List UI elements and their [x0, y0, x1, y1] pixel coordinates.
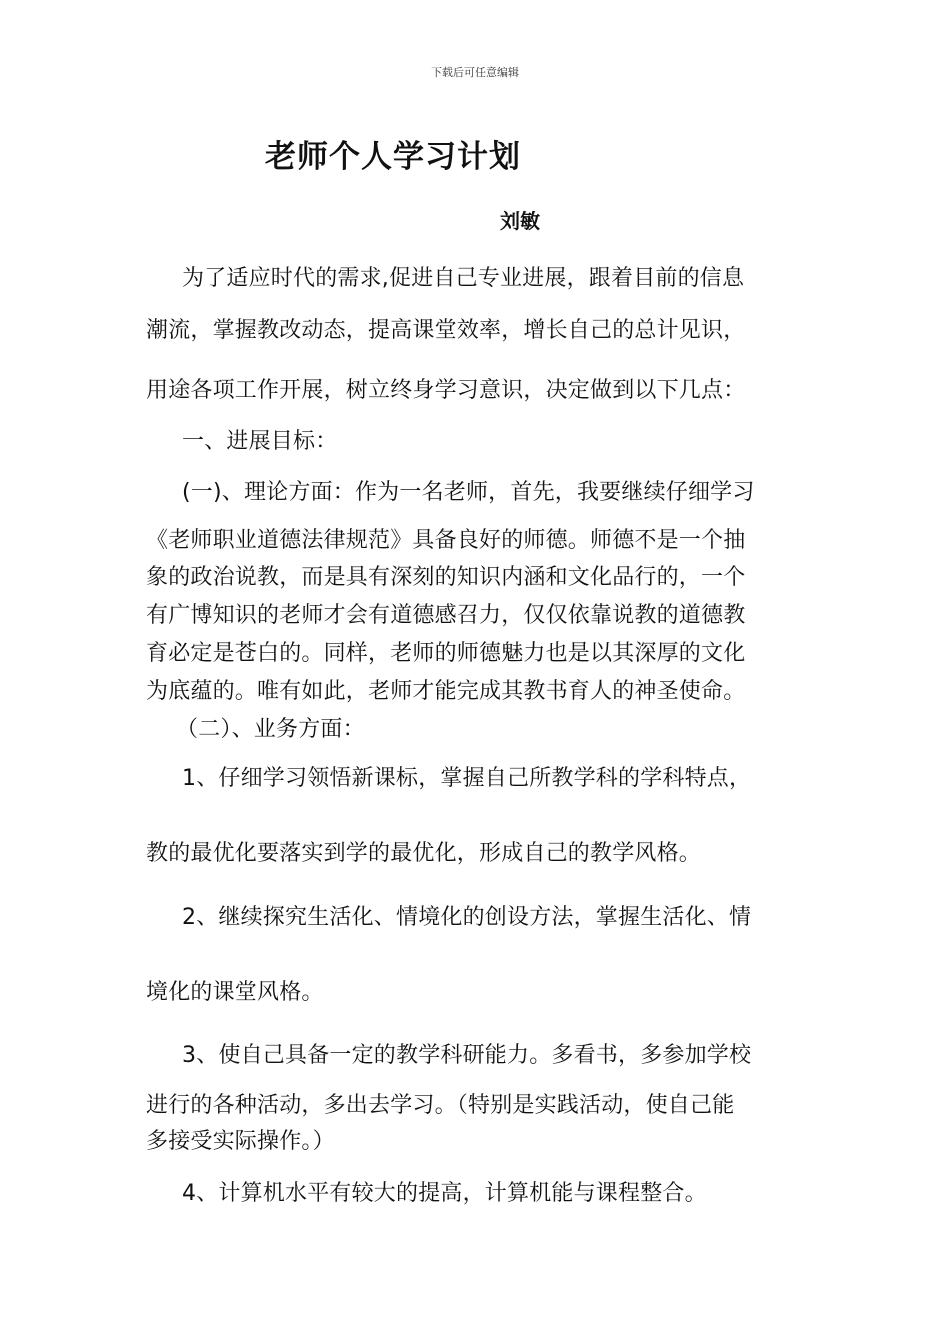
list-item-continuation: 多接受实际操作。）: [146, 1129, 335, 1154]
list-item: 4、计算机水平有较大的提高，计算机能与课程整合。: [182, 1181, 707, 1206]
header-note: 下载后可任意编辑: [431, 66, 519, 79]
paragraph-line: 象的政治说教，而是具有深刻的知识内涵和文化品行的，一个: [146, 565, 746, 590]
paragraph-line: 为了适应时代的需求,促进自己专业进展，跟着目前的信息: [182, 266, 745, 291]
paragraph-line: 育必定是苍白的。同样，老师的师德魅力也是以其深厚的文化: [146, 641, 746, 666]
list-item: 2、继续探究生活化、情境化的创设方法，掌握生活化、情: [182, 905, 752, 930]
document-author: 刘敏: [500, 209, 540, 233]
subsection-heading: (一)、理论方面：作为一名老师，首先，我要继续仔细学习: [182, 480, 755, 505]
list-item-continuation: 境化的课堂风格。: [146, 980, 324, 1005]
list-item: 1、仔细学习领悟新课标，掌握自己所教学科的学科特点，: [182, 766, 752, 791]
paragraph-line: 潮流，掌握教改动态，提高课堂效率，增长自己的总计见识，: [146, 318, 746, 343]
document-title: 老师个人学习计划: [265, 139, 521, 175]
paragraph-line: 用途各项工作开展，树立终身学习意识，决定做到以下几点：: [146, 378, 746, 403]
paragraph-line: 为底蕴的。唯有如此，老师才能完成其教书育人的神圣使命。: [146, 679, 746, 704]
subsection-heading: （二）、业务方面：: [176, 717, 365, 742]
list-item-continuation: 进行的各种活动，多出去学习。（特别是实践活动，使自己能: [146, 1093, 735, 1118]
list-item-continuation: 教的最优化要落实到学的最优化，形成自己的教学风格。: [146, 841, 702, 866]
list-item: 3、使自己具备一定的教学科研能力。多看书，多参加学校: [182, 1043, 752, 1068]
paragraph-line: 《老师职业道德法律规范》具备良好的师德。师德不是一个抽: [146, 528, 746, 553]
section-heading: 一、进展目标：: [182, 429, 338, 454]
paragraph-line: 有广博知识的老师才会有道德感召力，仅仅依靠说教的道德教: [146, 603, 746, 628]
